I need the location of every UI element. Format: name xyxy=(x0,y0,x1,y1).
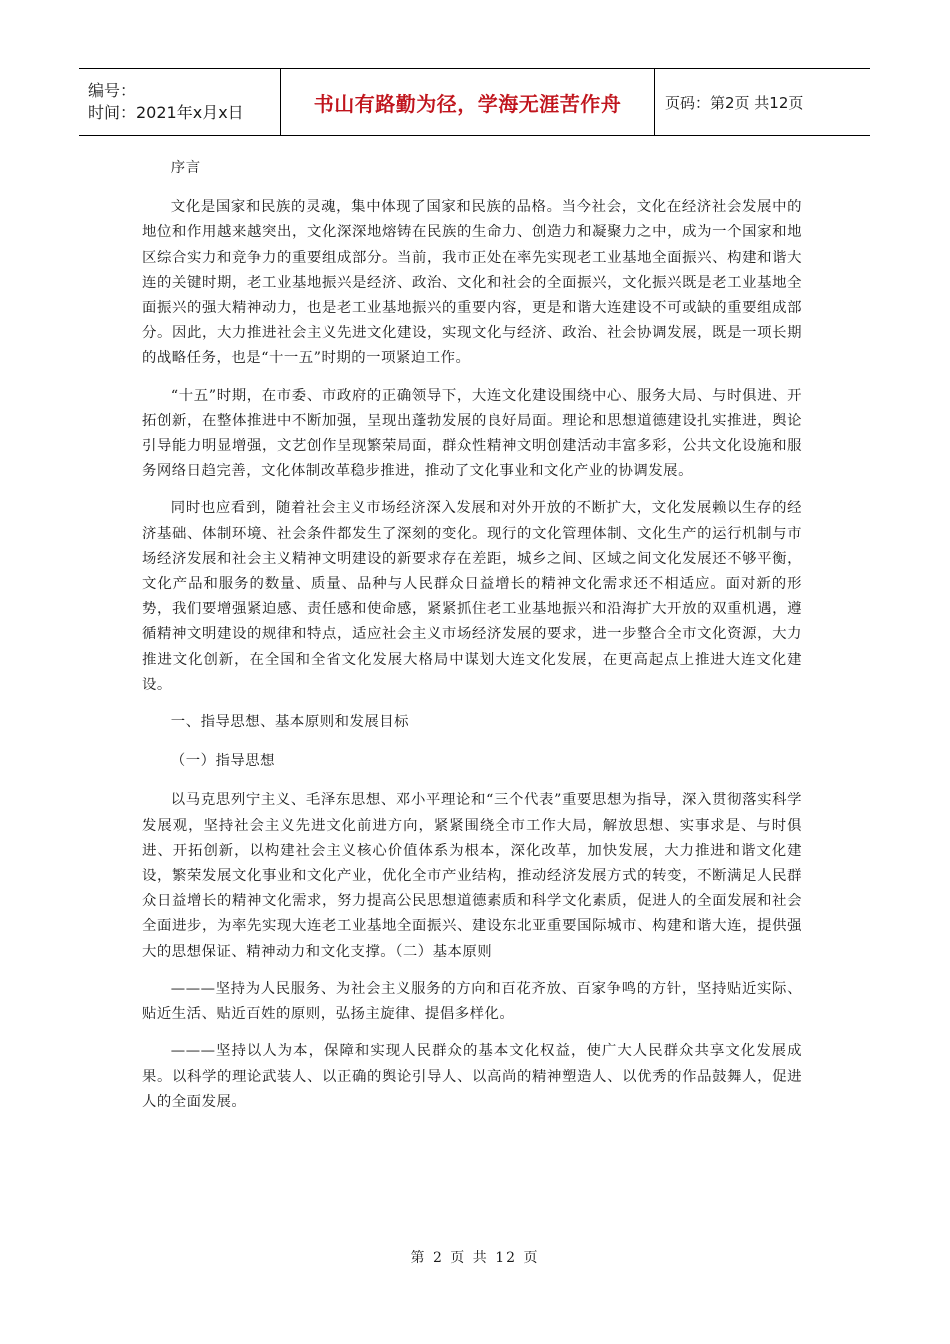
subsection-heading: （一）指导思想 xyxy=(170,753,276,770)
page-header xyxy=(79,68,870,136)
section-title-preface: 序言 xyxy=(170,160,201,176)
principle-paragraph: ———坚持为人民服务、为社会主义服务的方向和百花齐放、百家争鸣的方针，坚持贴近实际、贴近生活、贴近百姓的原则，弘扬主旋律、提倡多样化。 xyxy=(142,980,802,1023)
body-paragraph: 文化是国家和民族的灵魂，集中体现了国家和民族的品格。当今社会，文化在经济社会发展中的地位和作用越来越突出，文化深深地熔铸在民族的生命力、创造力和凝聚力之中，成为一个国家和地区综合实力和竞争力的重要组成部分。当前，我市正处在率先实现老工业基地全面振兴、构建和谐大连的关键时期，老工业基地振兴是经济、政治、文化和社会的全面振兴，文化振兴既是老工业基地全面振兴的强大精神动力，也是老工业基地振兴的重要内容，更是和谐大连建设不可或缺的重要组成部分。因此，大力推进社会主义先进文化建设，实现文化与经济、政治、社会协调发展，既是一项长期的战略任务，也是“十一五”时期的一项紧迫工作。 xyxy=(142,199,802,367)
body-paragraph: 同时也应看到，随着社会主义市场经济深入发展和对外开放的不断扩大，文化发展赖以生存的经济基础、体制环境、社会条件都发生了深刻的变化。现行的文化管理体制、文化生产的运行机制与市场经济发展和社会主义精神文明建设的新要求存在差距，城乡之间、区域之间文化发展还不够平衡，文化产品和服务的数量、质量、品种与人民群众日益增长的精神文化需求还不相适应。面对新的形势，我们要增强紧迫感、责任感和使命感，紧紧抓住老工业基地振兴和沿海扩大开放的双重机遇，遵循精神文明建设的规律和特点，适应社会主义市场经济发展的要求，进一步整合全市文化资源，大力推进文化创新，在全国和全省文化发展大格局中谋划大连文化发展，在更高起点上推进大连文化建设。 xyxy=(142,500,802,693)
body-paragraph: “十五”时期，在市委、市政府的正确领导下，大连文化建设围绕中心、服务大局、与时俱进、开拓创新，在整体推进中不断加强，呈现出蓬勃发展的良好局面。理论和思想道德建设扎实推进，舆论引导能力明显增强，文艺创作呈现繁荣局面，群众性精神文明创建活动丰富多彩，公共文化设施和服务网络日趋完善，文化体制改革稳步推进，推动了文化事业和文化产业的协调发展。 xyxy=(142,387,802,480)
page-footer: 第 2 页 共 12 页 xyxy=(410,1250,540,1266)
principle-paragraph: ———坚持以人为本，保障和实现人民群众的基本文化权益，使广大人民群众共享文化发展成果。以科学的理论武装人、以正确的舆论引导人、以高尚的精神塑造人、以优秀的作品鼓舞人，促进人的全面发展。 xyxy=(142,1043,802,1110)
body-paragraph: 以马克思列宁主义、毛泽东思想、邓小平理论和“三个代表”重要思想为指导，深入贯彻落实科学发展观，坚持社会主义先进文化前进方向，紧紧围绕全市工作大局，解放思想、实事求是、与时俱进、开拓创新，以构建社会主义核心价值体系为根本，深化改革，加快发展，大力推进和谐文化建设，繁荣发展文化事业和文化产业，优化全市产业结构，推动经济发展方式的转变，不断满足人民群众日益增长的精神文化需求，努力提高公民思想道德素质和科学文化素质，促进人的全面发展和社会全面进步，为率先实现大连老工业基地全面振兴、建设东北亚重要国际城市、构建和谐大连，提供强大的思想保证、精神动力和文化支撑。（二）基本原则 xyxy=(142,792,802,960)
header-meta-cell xyxy=(79,69,281,135)
document-date: 时间：2021年x月x日 xyxy=(88,103,244,122)
header-page-info: 页码：第2页 共12页 xyxy=(665,93,804,112)
header-page-cell xyxy=(655,69,870,135)
header-motto: 书山有路勤为径，学海无涯苦作舟 xyxy=(313,91,622,116)
document-number-label: 编号： xyxy=(88,81,137,100)
document-body xyxy=(142,156,802,1127)
section-heading: 一、指导思想、基本原则和发展目标 xyxy=(170,714,410,731)
header-motto-cell xyxy=(281,69,655,135)
